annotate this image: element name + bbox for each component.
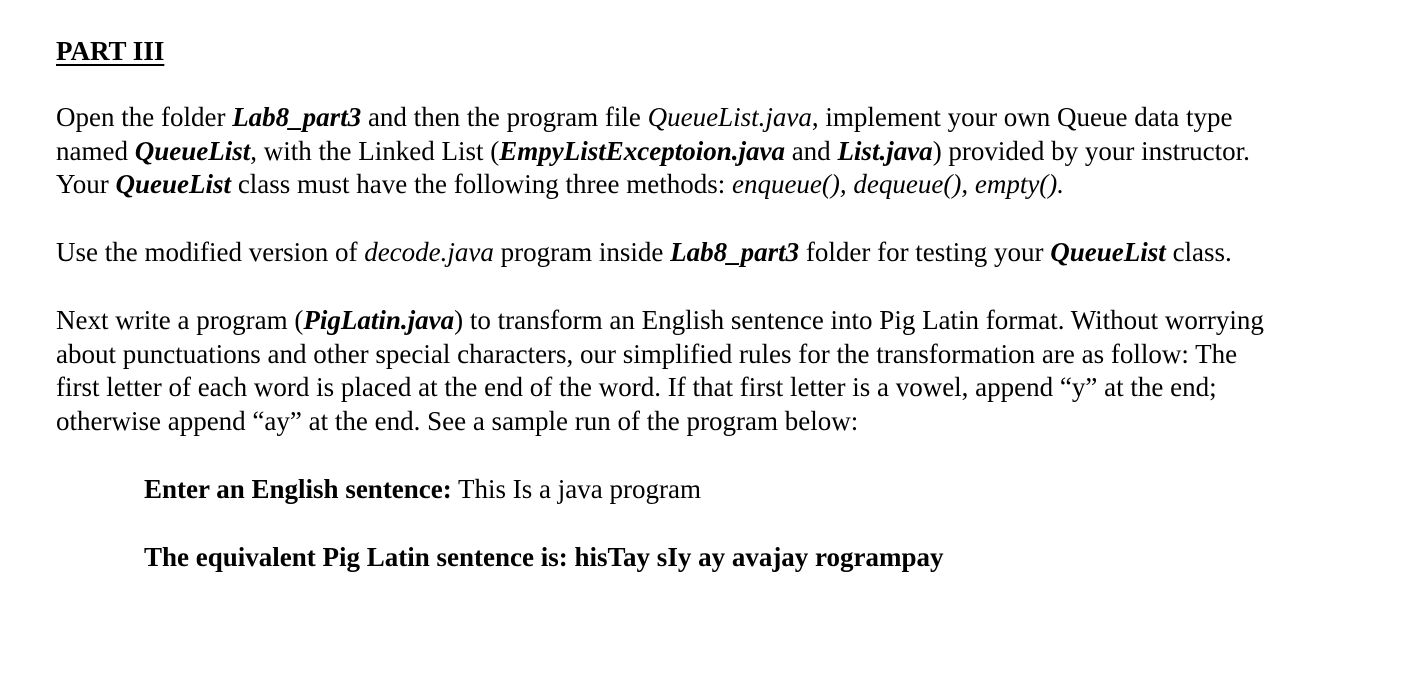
section-heading: PART III: [56, 36, 165, 66]
sample-input-label: Enter an English sentence:: [144, 474, 452, 504]
text-run: , implement your own Queue data type: [811, 102, 1233, 132]
sample-input-line: [144, 472, 701, 506]
emphasis-run: enqueue(), dequeue(), empty().: [731, 169, 1065, 199]
text-run: ) to transform an English sentence into Pig Latin format. Without worrying: [454, 305, 1264, 335]
text-run: class.: [1165, 237, 1232, 267]
text-run: named: [56, 135, 135, 166]
text-run: Your: [56, 169, 116, 199]
text-run: ) provided by your instructor.: [932, 135, 1250, 166]
text-run: program inside: [493, 237, 671, 267]
sample-output-line: [144, 540, 944, 574]
sample-output-label: The equivalent Pig Latin sentence is:: [144, 542, 568, 572]
instructions-paragraph-1: [56, 101, 1376, 202]
text-line: [56, 304, 1376, 338]
emphasis-run: decode.java: [364, 237, 494, 267]
text-run: , with the Linked List (: [250, 135, 500, 166]
emphasis-run: QueueList: [1050, 237, 1166, 267]
text-run: Use the modified version of: [56, 237, 365, 267]
text-line: [56, 101, 1376, 135]
text-line: [56, 405, 1376, 439]
instructions-paragraph-2: [56, 236, 1376, 270]
text-run: about punctuations and other special characters, our simplified rules for the transformation are as follow: The: [56, 338, 1238, 369]
sample-output-value: hisTay sIy ay avajay rogrampay: [567, 542, 944, 572]
emphasis-run: QueueList: [115, 169, 232, 199]
text-run: Next write a program (: [56, 305, 304, 335]
text-run: Open the folder: [56, 102, 233, 132]
text-line: [56, 371, 1376, 405]
emphasis-run: QueueList.java: [647, 102, 812, 132]
emphasis-run: Lab8_part3: [670, 237, 800, 267]
emphasis-run: Lab8_part3: [232, 102, 362, 132]
instructions-paragraph-3: [56, 304, 1376, 438]
sample-input-value: This Is a java program: [451, 474, 701, 504]
text-run: and: [784, 135, 838, 166]
emphasis-run: EmpyListExceptoion.java: [499, 135, 785, 166]
text-run: folder for testing your: [799, 237, 1051, 267]
text-line: [56, 135, 1376, 169]
text-line: [56, 338, 1376, 372]
emphasis-run: QueueList: [134, 135, 251, 166]
text-run: otherwise append “ay” at the end. See a sample run of the program below:: [56, 405, 859, 436]
emphasis-run: PigLatin.java: [303, 305, 455, 335]
text-line: [56, 236, 1376, 270]
text-run: and then the program file: [361, 102, 648, 132]
text-line: [56, 168, 1376, 202]
text-run: first letter of each word is placed at the end of the word. If that first letter is a vowel, append “y” at the end;: [56, 372, 1217, 402]
emphasis-run: List.java: [837, 135, 933, 166]
text-run: class must have the following three methods:: [231, 169, 732, 199]
